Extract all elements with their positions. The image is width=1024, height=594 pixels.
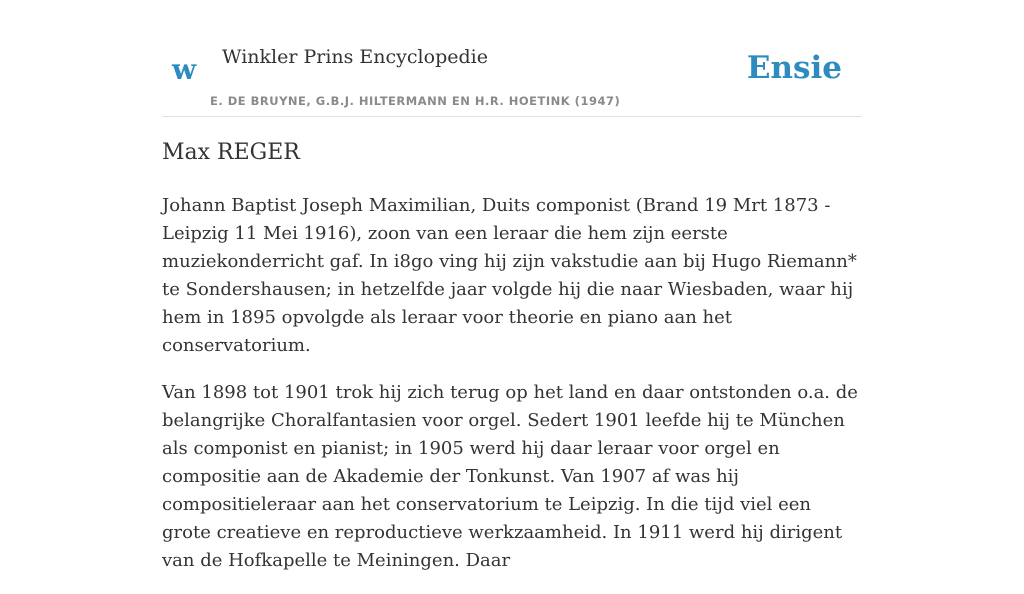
site-title[interactable]: Winkler Prins Encyclopedie — [222, 46, 488, 68]
authors-line: E. DE BRUYNE, G.B.J. HILTERMANN EN H.R. HOETINK (1947) — [210, 94, 621, 108]
brand-logo[interactable]: Ensie — [746, 50, 842, 86]
logo-icon[interactable]: w — [172, 53, 197, 86]
site-header — [162, 32, 862, 117]
article-paragraph: Johann Baptist Joseph Maximilian, Duits componist (Brand 19 Mrt 1873 - Leipzig 11 Mei 1916), zoon van een leraar die hem zijn eerste muziekonderricht gaf. In i8go ving hij zijn vakstudie aan bij Hugo Riemann* te Sondershausen; in hetzelfde jaar volgde hij die naar Wiesbaden, waar hij hem in 1895 opvolgde als leraar voor theorie en piano aan het conservatorium. — [162, 195, 857, 356]
article-body — [162, 192, 862, 594]
article-paragraph: Van 1898 tot 1901 trok hij zich terug op het land en daar ontstonden o.a. de belangrijke Choralfantasien voor orgel. Sedert 1901 leefde hij te München als componist en pianist; in 1905 werd hij daar leraar voor orgel en compositie aan de Akademie der Tonkunst. Van 1907 af was hij compositieleraar aan het conservatorium te Leipzig. In die tijd viel een grote creatieve en reproductieve werkzaamheid. In 1911 werd hij dirigent van de Hofkapelle te Meiningen. Daar — [162, 382, 858, 571]
article-title: Max REGER — [162, 140, 300, 165]
